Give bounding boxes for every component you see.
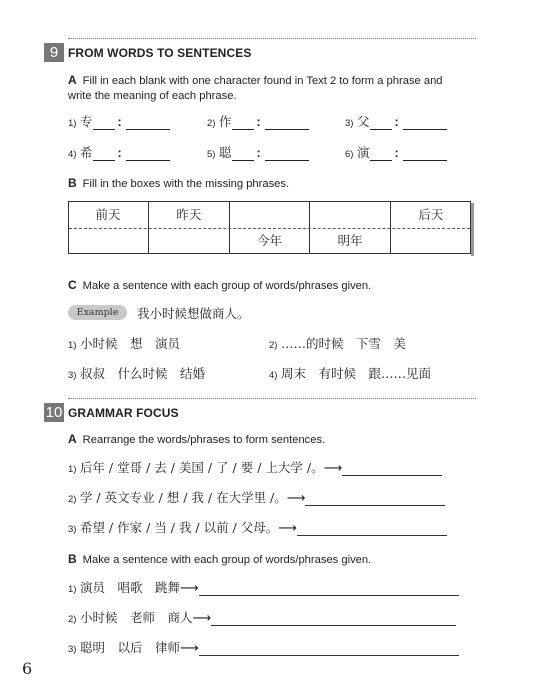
section-9a-item-1: 1) 专 : xyxy=(68,112,170,130)
example-badge: Example xyxy=(68,305,127,320)
grid-cell: 后天 xyxy=(390,201,471,227)
section-9a-item-4: 4) 希 : xyxy=(68,143,170,161)
section-10a-item-2: 2) 学 / 英文专业 / 想 / 我 / 在大学里 /。⟶ xyxy=(68,488,445,506)
section-9a-instruction-line1: Fill in each blank with one character found in Text 2 to form a phrase and xyxy=(82,75,443,87)
section-10b-letter: B xyxy=(68,552,77,566)
section-10a-instruction: A Rearrange the words/phrases to form sentences. xyxy=(68,432,326,446)
section-9-title: FROM WORDS TO SENTENCES xyxy=(68,46,252,60)
missing-phrases-grid xyxy=(68,201,471,253)
section-10-top-rule xyxy=(68,398,476,399)
grid-dashed-divider xyxy=(69,228,470,229)
section-9a-instruction-line2: write the meaning of each phrase. xyxy=(68,90,237,102)
grid-shadow xyxy=(471,203,474,256)
arrow-icon: ⟶ xyxy=(286,491,306,506)
answer-line[interactable] xyxy=(199,585,459,596)
section-9c-item-4: 4) 周末 有时候 跟……见面 xyxy=(269,366,431,381)
section-9b-letter: B xyxy=(68,176,77,190)
answer-line[interactable] xyxy=(211,615,456,626)
grid-cell: 明年 xyxy=(310,227,391,253)
item-character: 专 xyxy=(79,114,93,129)
character-blank[interactable] xyxy=(370,117,392,130)
example-sentence: 我小时候想做商人。 xyxy=(137,306,250,321)
answer-line[interactable] xyxy=(297,525,447,536)
section-10b-item-2: 2) 小时候 老师 商人⟶ xyxy=(68,608,456,626)
meaning-blank[interactable] xyxy=(265,117,309,130)
item-character: 聪 xyxy=(218,145,232,160)
section-10b-item-3: 3) 聪明 以后 律师⟶ xyxy=(68,638,459,656)
grid-cell: 今年 xyxy=(229,227,310,253)
grid-cell: 前天 xyxy=(95,207,121,222)
grid-row-top xyxy=(68,201,471,227)
section-9-top-rule xyxy=(68,38,476,39)
section-9c-letter: C xyxy=(68,278,77,292)
section-10a-item-3: 3) 希望 / 作家 / 当 / 我 / 以前 / 父母。⟶ xyxy=(68,518,447,536)
character-blank[interactable] xyxy=(93,117,115,130)
character-blank[interactable] xyxy=(93,148,115,161)
grid-row-bottom xyxy=(68,227,471,253)
grid-cell[interactable] xyxy=(68,227,149,253)
character-blank[interactable] xyxy=(370,148,392,161)
section-9a-letter: A xyxy=(68,73,77,87)
section-10b-instruction: B Make a sentence with each group of words/phrases given. xyxy=(68,552,372,566)
arrow-icon: ⟶ xyxy=(323,461,343,476)
section-9c-item-3: 3) 叔叔 什么时候 结婚 xyxy=(68,366,205,381)
section-10-number: 10 xyxy=(45,404,63,421)
grid-cell[interactable] xyxy=(310,201,391,227)
arrow-icon: ⟶ xyxy=(192,611,212,626)
section-10b-item-1: 1) 演员 唱歌 跳舞⟶ xyxy=(68,578,459,596)
section-9a-item-3: 3) 父 : xyxy=(345,112,447,130)
section-9c-item-1: 1) 小时候 想 演员 xyxy=(68,336,180,351)
grid-cell[interactable] xyxy=(390,227,471,253)
answer-line[interactable] xyxy=(199,645,459,656)
meaning-blank[interactable] xyxy=(126,117,170,130)
section-9c-item-2: 2) ……的时候 下雪 美 xyxy=(269,336,406,351)
meaning-blank[interactable] xyxy=(403,148,447,161)
section-9a-item-5: 5) 聪 : xyxy=(207,143,309,161)
arrow-icon: ⟶ xyxy=(278,521,297,536)
character-blank[interactable] xyxy=(232,148,254,161)
meaning-blank[interactable] xyxy=(265,148,309,161)
section-9a-item-6: 6) 演 : xyxy=(345,143,447,161)
grid-cell[interactable] xyxy=(229,201,310,227)
answer-line[interactable] xyxy=(342,465,442,476)
section-9-number: 9 xyxy=(44,43,64,62)
arrow-icon: ⟶ xyxy=(179,641,199,656)
answer-line[interactable] xyxy=(305,495,445,506)
section-10a-item-1: 1) 后年 / 堂哥 / 去 / 美国 / 了 / 要 / 上大学 /。⟶ xyxy=(68,458,442,476)
section-9c-instruction: C Make a sentence with each group of words/phrases given. xyxy=(68,278,372,292)
character-blank[interactable] xyxy=(232,117,254,130)
section-9a-item-2: 2) 作 : xyxy=(207,112,309,130)
grid-cell[interactable] xyxy=(149,227,230,253)
section-10a-letter: A xyxy=(68,432,77,446)
grid-cell: 昨天 xyxy=(149,201,230,227)
section-9a-instruction xyxy=(68,73,478,104)
item-character: 演 xyxy=(356,145,370,160)
item-character: 希 xyxy=(79,145,93,160)
section-9b-instruction: B Fill in the boxes with the missing phrases. xyxy=(68,176,290,190)
page-number: 6 xyxy=(22,659,33,678)
arrow-icon: ⟶ xyxy=(179,581,199,596)
meaning-blank[interactable] xyxy=(126,148,170,161)
meaning-blank[interactable] xyxy=(403,117,447,130)
item-character: 父 xyxy=(356,114,370,129)
section-10-title: GRAMMAR FOCUS xyxy=(68,406,179,420)
item-character: 作 xyxy=(218,114,232,129)
